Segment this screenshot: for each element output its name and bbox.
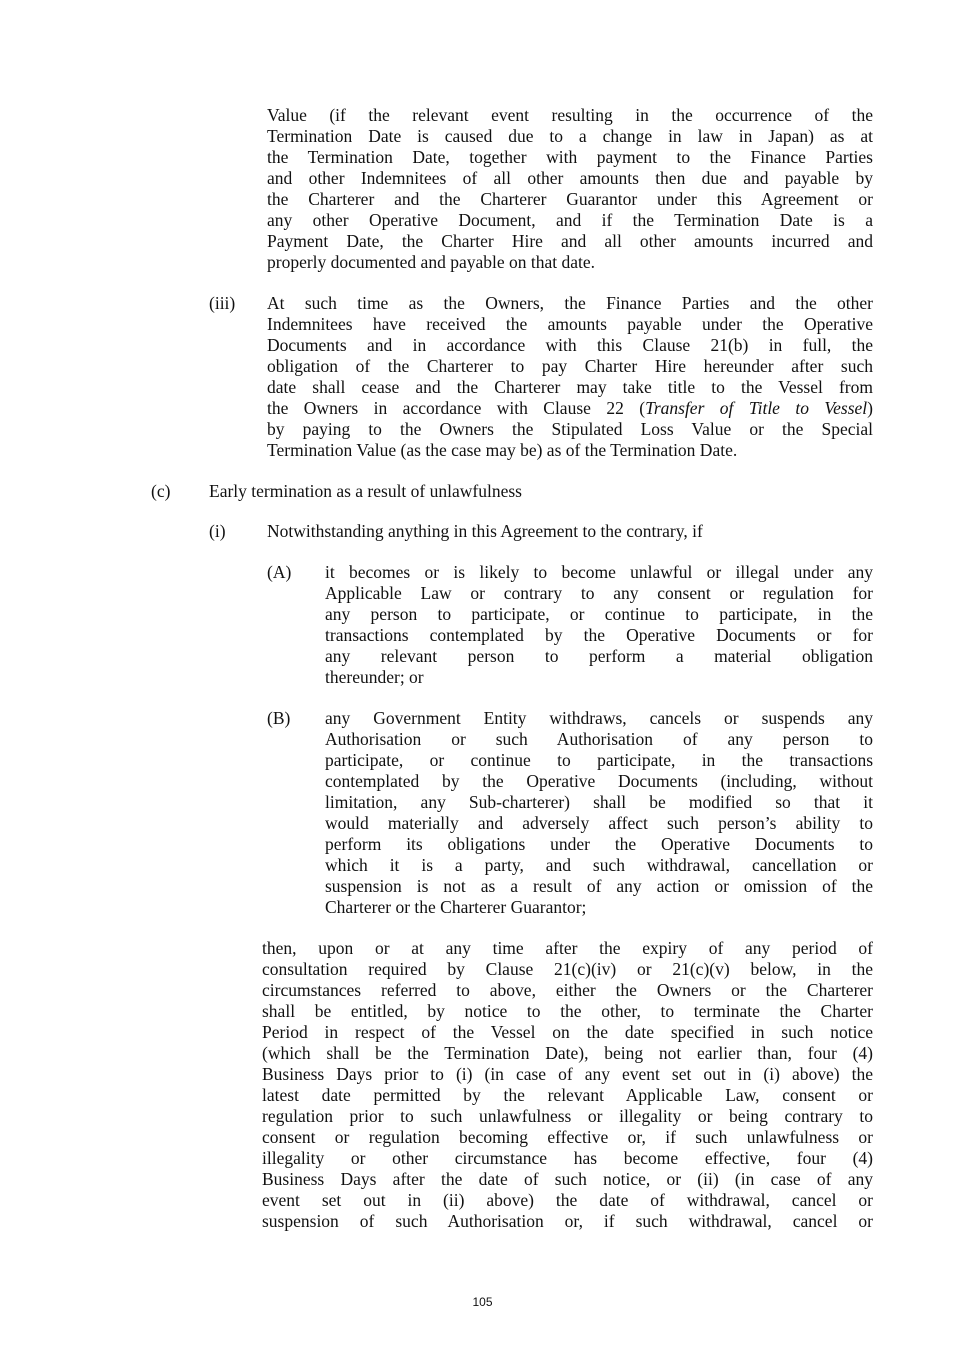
text-line: Business Days prior to (i) (in case of any event set out in (i) above) the (262, 1064, 873, 1084)
text-line: Authorisation or such Authorisation of any person to (325, 729, 873, 749)
text-line: contemplated by the Operative Documents (including, without (325, 771, 873, 791)
paragraph-then (262, 938, 873, 1232)
text-line: circumstances referred to above, either the Owners or the Charterer (262, 980, 873, 1000)
text-line: would materially and adversely affect such person’s ability to (325, 813, 873, 833)
paragraph-i (267, 521, 873, 542)
clause-label: (iii) (209, 293, 236, 313)
text-line: any person to participate, or continue to participate, in the (325, 604, 873, 624)
text-line: regulation prior to such unlawfulness or illegality or being contrary to (262, 1106, 873, 1126)
text-line: any other Operative Document, and if the Termination Date is a (267, 210, 873, 230)
text-line: latest date permitted by the relevant Applicable Law, consent or (262, 1085, 873, 1105)
text-line: and other Indemnitees of all other amounts then due and payable by (267, 168, 873, 188)
clause-label: (c) (151, 481, 171, 501)
clause-label: (A) (267, 562, 292, 582)
text-line: Charterer or the Charterer Guarantor; (325, 897, 587, 917)
paragraph-iii (267, 293, 873, 461)
text-line: Termination Value (as the case may be) as of the Termination Date. (267, 440, 738, 460)
text-line: suspension of such Authorisation or, if such withdrawal, cancel or (262, 1211, 873, 1231)
text-line: limitation, any Sub-charterer) shall be modified so that it (325, 792, 873, 812)
text-line: Payment Date, the Charter Hire and all other amounts incurred and (267, 231, 873, 251)
text-line: Value (if the relevant event resulting in the occurrence of the (267, 105, 873, 125)
paragraph-A (325, 562, 873, 688)
clause-label: (i) (209, 521, 226, 541)
text-line: At such time as the Owners, the Finance Parties and the other (267, 293, 873, 313)
text-line: by paying to the Owners the Stipulated Loss Value or the Special (267, 419, 873, 439)
text-line: then, upon or at any time after the expiry of any period of (262, 938, 873, 958)
text-line: any relevant person to perform a material obligation (325, 646, 873, 666)
text-line: properly documented and payable on that date. (267, 252, 596, 272)
text-line: consent or regulation becoming effective or, if such unlawfulness or (262, 1127, 873, 1147)
text-line: Business Days after the date of such notice, or (ii) (in case of any (262, 1169, 873, 1189)
text-line: perform its obligations under the Operative Documents to (325, 834, 873, 854)
text-line: shall be entitled, by notice to the other, to terminate the Charter (262, 1001, 873, 1021)
paragraph-c (209, 481, 873, 502)
text-line: any Government Entity withdraws, cancels or suspends any (325, 708, 873, 728)
text-line: obligation of the Charterer to pay Charter Hire hereunder after such (267, 356, 873, 376)
text-line: transactions contemplated by the Operative Documents or for (325, 625, 873, 645)
italic-reference: Transfer of Title to Vessel (645, 398, 868, 418)
text-line: the Termination Date, together with payment to the Finance Parties (267, 147, 873, 167)
text-line: Period in respect of the Vessel on the date specified in such notice (262, 1022, 873, 1042)
text-line: thereunder; or (325, 667, 424, 687)
text-segment: ) (867, 398, 873, 418)
text-line: date shall cease and the Charterer may take title to the Vessel from (267, 377, 873, 397)
text-line (267, 398, 873, 419)
paragraph-B (325, 708, 873, 918)
text-segment: the Owners in accordance with Clause 22 ( (267, 398, 646, 418)
paragraph-cont (267, 105, 873, 273)
text-line: consultation required by Clause 21(c)(iv) or 21(c)(v) below, in the (262, 959, 873, 979)
text-line: Indemnitees have received the amounts payable under the Operative (267, 314, 873, 334)
text-line: participate, or continue to participate, in the transactions (325, 750, 873, 770)
page-number: 105 (472, 1295, 493, 1309)
text-line: suspension is not as a result of any action or omission of the (325, 876, 873, 896)
text-line: the Charterer and the Charterer Guarantor under this Agreement or (267, 189, 873, 209)
text-line: Applicable Law or contrary to any consent or regulation for (325, 583, 873, 603)
text-line: Termination Date is caused due to a change in law in Japan) as at (267, 126, 873, 146)
text-line: illegality or other circumstance has become effective, four (4) (262, 1148, 873, 1168)
text-line: event set out in (ii) above) the date of withdrawal, cancel or (262, 1190, 873, 1210)
text-line: (which shall be the Termination Date), being not earlier than, four (4) (262, 1043, 873, 1063)
text-line: which it is a party, and such withdrawal, cancellation or (325, 855, 873, 875)
text-line: it becomes or is likely to become unlawful or illegal under any (325, 562, 873, 582)
text-line: Notwithstanding anything in this Agreement to the contrary, if (267, 521, 703, 541)
text-line: Documents and in accordance with this Clause 21(b) in full, the (267, 335, 873, 355)
text-line: Early termination as a result of unlawfulness (209, 481, 522, 501)
clause-label: (B) (267, 708, 291, 728)
